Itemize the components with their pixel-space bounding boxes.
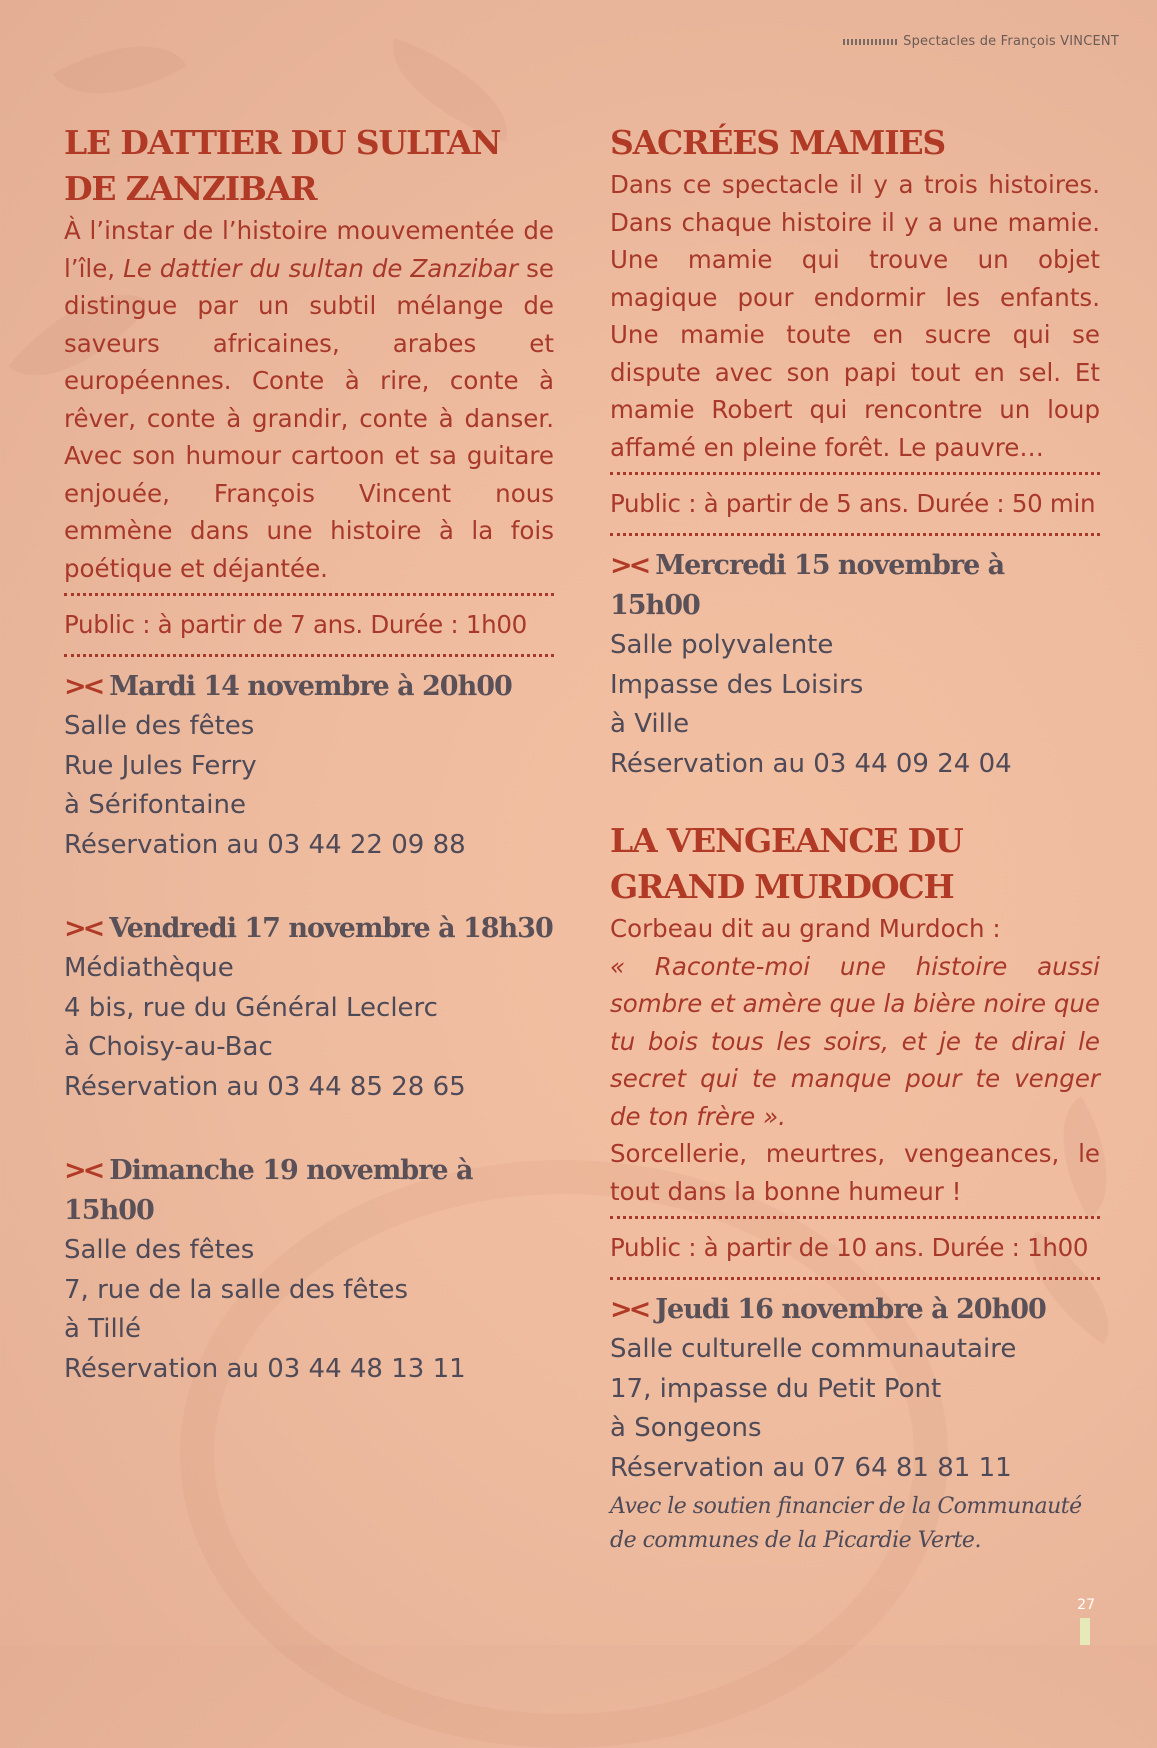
page-marker-bar (1080, 1618, 1090, 1645)
show-description-intro: Corbeau dit au grand Murdoch : (610, 914, 1001, 943)
show-description-outro: Sorcellerie, meurtres, vengeances, le tout dans la bonne humeur ! (610, 1139, 1100, 1206)
event-date-text: Mardi 14 novembre à 20h00 (109, 671, 512, 702)
event-date (610, 546, 1100, 626)
event-date (64, 667, 554, 707)
event-venue: Salle des fêtes (64, 1235, 255, 1265)
header-stripes-decoration (843, 39, 899, 45)
event-venue: Salle polyvalente (610, 630, 834, 660)
scissors-arrows-icon: >< (610, 550, 648, 581)
show-title: SACRÉES MAMIES (610, 123, 946, 162)
event-town: à Ville (610, 709, 690, 739)
header-text: Spectacles de François VINCENT (903, 34, 1119, 49)
event-entry (610, 1290, 1100, 1488)
scissors-arrows-icon: >< (64, 913, 102, 944)
event-street: 4 bis, rue du Général Leclerc (64, 992, 438, 1023)
right-column (610, 120, 1100, 1558)
background-leaf-decoration (53, 14, 187, 126)
dotted-divider (610, 1216, 1100, 1219)
show-description (64, 212, 554, 587)
event-entry (610, 546, 1100, 784)
audience-duration: Public : à partir de 10 ans. Durée : 1h00 (610, 1233, 1089, 1262)
event-date-text: Mercredi 15 novembre à 15h00 (610, 550, 1005, 621)
event-entry (64, 909, 554, 1107)
description-italic-title: Le dattier du sultan de Zanzibar (123, 253, 519, 283)
show-title: LA VENGEANCE DU GRAND MURDOCH (610, 821, 963, 906)
event-booking: Réservation au 07 64 81 81 11 (610, 1452, 1012, 1483)
left-column (64, 120, 554, 1389)
event-entry (64, 1151, 554, 1389)
event-street: 7, rue de la salle des fêtes (64, 1274, 409, 1305)
event-street: 17, impasse du Petit Pont (610, 1373, 942, 1404)
event-booking: Réservation au 03 44 85 28 65 (64, 1071, 466, 1102)
event-date-text: Jeudi 16 novembre à 20h00 (655, 1294, 1046, 1325)
event-date (64, 1151, 554, 1231)
event-booking: Réservation au 03 44 09 24 04 (610, 748, 1012, 779)
scissors-arrows-icon: >< (64, 671, 102, 702)
event-booking: Réservation au 03 44 48 13 11 (64, 1353, 466, 1384)
dotted-divider (610, 472, 1100, 475)
dotted-divider (610, 533, 1100, 536)
show-title: LE DATTIER DU SULTAN DE ZANZIBAR (64, 123, 501, 208)
audience-duration: Public : à partir de 7 ans. Durée : 1h00 (64, 610, 527, 639)
event-venue: Salle des fêtes (64, 711, 255, 741)
event-venue: Salle culturelle communautaire (610, 1334, 1017, 1364)
event-town: à Tillé (64, 1314, 141, 1344)
description-text: se distingue par un subtil mélange de saveurs africaines, arabes et européennes. Conte à rire, conte à rêver, conte à grandir, conte à danser. Avec son humour cartoon et sa guitare enjouée, François Vincent nous emmène dans une histoire à la fois poétique et déjantée. (64, 253, 554, 583)
event-date (64, 909, 554, 949)
dotted-divider (610, 1277, 1100, 1280)
event-street: Impasse des Loisirs (610, 669, 864, 700)
event-booking: Réservation au 03 44 22 09 88 (64, 829, 466, 860)
page-number: 27 (1077, 1597, 1095, 1613)
scissors-arrows-icon: >< (64, 1155, 102, 1186)
funding-credit: Avec le soutien financier de la Communauté de communes de la Picardie Verte. (610, 1494, 1082, 1553)
event-venue: Médiathèque (64, 953, 234, 983)
event-date-text: Dimanche 19 novembre à 15h00 (64, 1155, 473, 1226)
dotted-divider (64, 593, 554, 596)
event-town: à Choisy-au-Bac (64, 1032, 273, 1062)
show-description: Dans ce spectacle il y a trois histoires. Dans chaque histoire il y a une mamie. Une mamie qui trouve un objet magique pour endormir les enfants. Une mamie toute en sucre qui se dispute avec son papi tout en sel. Et mamie Robert qui rencontre un loup affamé en pleine forêt. Le pauvre… (610, 170, 1100, 462)
scissors-arrows-icon: >< (610, 1294, 648, 1325)
audience-duration: Public : à partir de 5 ans. Durée : 50 min (610, 489, 1096, 518)
description-text: À l’instar de l’histoire mouvementée de l’île, (64, 216, 554, 283)
event-entry (64, 667, 554, 865)
show-description-quote: « Raconte-moi une histoire aussi sombre et amère que la bière noire que tu bois tous les soirs, et je te dirai le secret qui te manque pour te venger de ton frère ». (610, 951, 1100, 1131)
event-town: à Sérifontaine (64, 790, 246, 820)
event-town: à Songeons (610, 1413, 762, 1443)
event-date-text: Vendredi 17 novembre à 18h30 (109, 913, 553, 944)
dotted-divider (64, 654, 554, 657)
page-header (843, 34, 1119, 49)
event-date (610, 1290, 1100, 1330)
event-street: Rue Jules Ferry (64, 750, 257, 781)
